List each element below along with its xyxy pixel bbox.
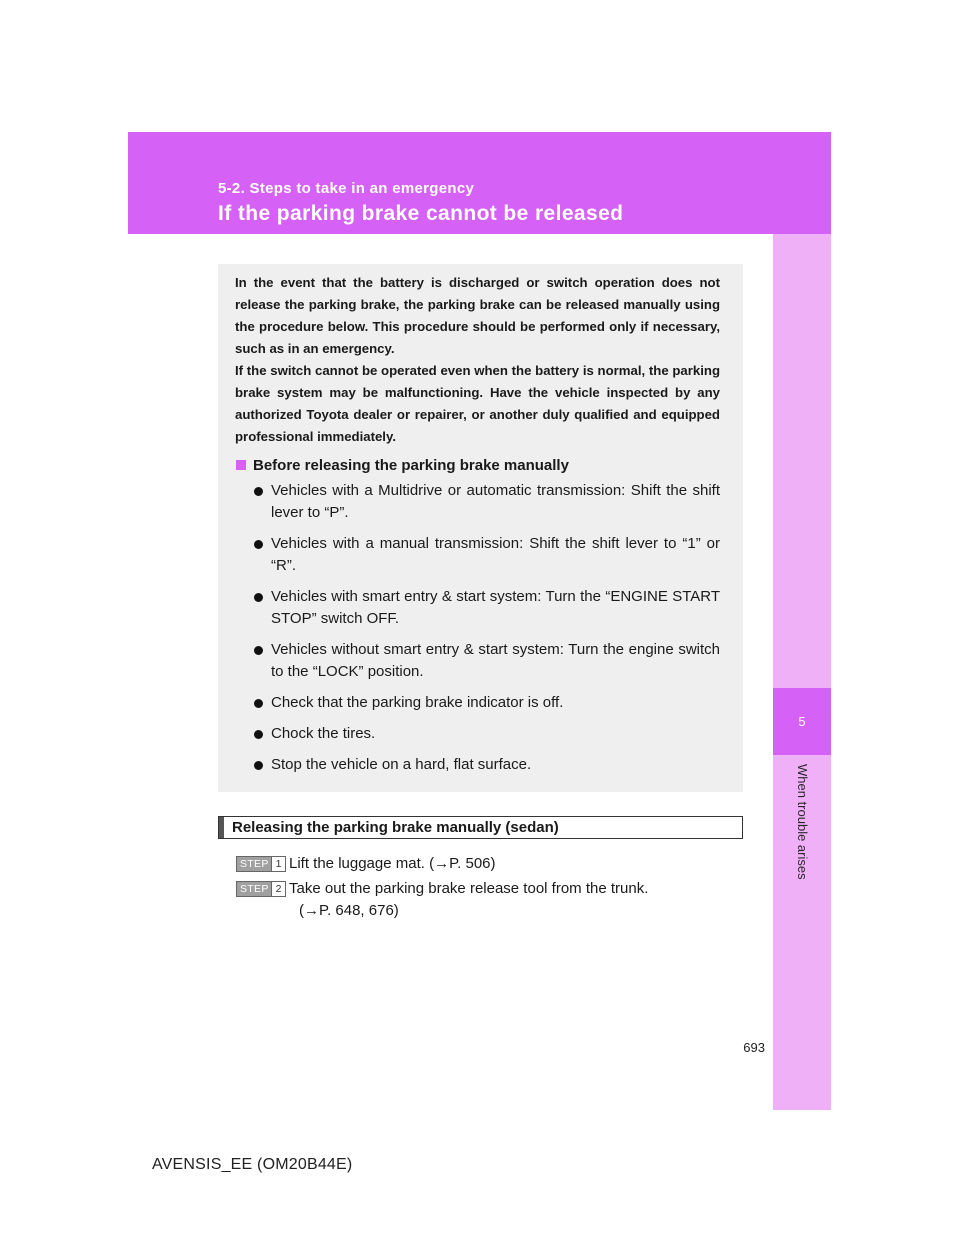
chapter-side-tab <box>773 234 831 1110</box>
bullet-dot-icon <box>254 646 263 655</box>
chapter-title-vertical: When trouble arises <box>795 764 810 880</box>
chapter-header-band <box>128 132 831 234</box>
step-badge-2 <box>236 881 286 897</box>
bullet-dot-icon <box>254 730 263 739</box>
step-number: 2 <box>271 882 285 896</box>
step-2-continuation: (→P. 648, 676) <box>299 902 399 919</box>
bullet-dot-icon <box>254 487 263 496</box>
subheading-text: Before releasing the parking brake manually <box>253 457 569 474</box>
list-item <box>218 586 720 630</box>
list-item-text: Stop the vehicle on a hard, flat surface. <box>271 756 532 773</box>
intro-paragraph: In the event that the battery is discharged or switch operation does not release the parking brake, the parking brake can be released manually using the procedure below. This procedure should be performed only if necessary, such as in an emergency. <box>235 275 720 356</box>
step-number: 1 <box>271 857 285 871</box>
document-code: AVENSIS_EE (OM20B44E) <box>152 1156 353 1173</box>
precaution-list <box>218 480 743 785</box>
intro-text <box>235 272 720 448</box>
list-item-text: Vehicles with a manual transmission: Shift the shift lever to “1” or “R”. <box>271 535 720 574</box>
list-item-text: Check that the parking brake indicator is off. <box>271 694 564 711</box>
list-item <box>218 723 720 745</box>
square-bullet-icon <box>236 460 246 470</box>
bullet-dot-icon <box>254 540 263 549</box>
step-word: STEP <box>240 858 269 870</box>
list-item <box>218 480 720 524</box>
bullet-dot-icon <box>254 593 263 602</box>
bullet-dot-icon <box>254 761 263 770</box>
info-box <box>218 264 743 792</box>
step-2-text: Take out the parking brake release tool from the trunk. <box>289 880 649 897</box>
step-badge-1 <box>236 856 286 872</box>
chapter-tab-active[interactable] <box>773 688 831 755</box>
chapter-number: 5 <box>798 714 806 729</box>
list-item <box>218 692 720 714</box>
list-item-text: Vehicles with smart entry & start system: Turn the “ENGINE START STOP” switch OFF. <box>271 588 720 627</box>
section-label: 5-2. Steps to take in an emergency <box>218 180 475 197</box>
list-item-text: Vehicles without smart entry & start system: Turn the engine switch to the “LOCK” position. <box>271 641 720 680</box>
list-item-text: Chock the tires. <box>271 725 376 742</box>
list-item <box>218 639 720 683</box>
release-section-heading <box>218 816 743 839</box>
list-item <box>218 754 720 776</box>
page-title: If the parking brake cannot be released <box>218 202 624 225</box>
step-1-text: Lift the luggage mat. (→P. 506) <box>289 855 496 872</box>
subheading <box>236 457 569 474</box>
list-item-text: Vehicles with a Multidrive or automatic transmission: Shift the shift lever to “P”. <box>271 482 720 521</box>
page-number: 693 <box>743 1040 765 1055</box>
intro-paragraph: If the switch cannot be operated even when the battery is normal, the parking brake system may be malfunctioning. Have the vehicle inspected by any authorized Toyota dealer or repairer, or another duly qualified and equipped professional immediately. <box>235 363 720 444</box>
release-heading-text: Releasing the parking brake manually (sedan) <box>232 819 559 836</box>
list-item <box>218 533 720 577</box>
bullet-dot-icon <box>254 699 263 708</box>
step-word: STEP <box>240 883 269 895</box>
heading-accent-bar <box>219 817 224 838</box>
